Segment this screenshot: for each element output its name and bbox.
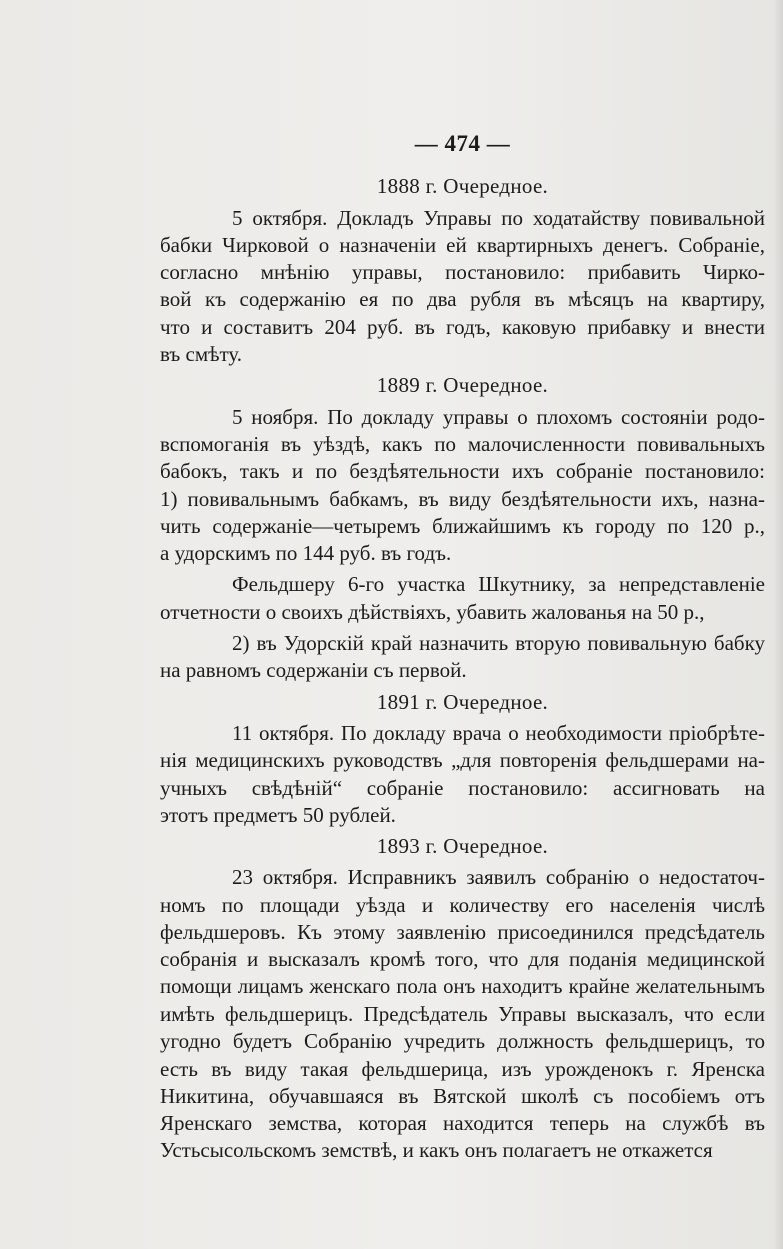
text-line: 5 ноября. По докладу управы о плохомъ состояніи родо- bbox=[232, 404, 765, 429]
text-line: этотъ предметъ 50 рублей. bbox=[160, 802, 396, 827]
text-line: есть въ виду такая фельдшерица, изъ урожденокъ г. Яренска bbox=[160, 1056, 765, 1081]
text-line: 2) въ Удорскій край назначить вторую повивальную бабку bbox=[232, 631, 765, 656]
text-line: въ смѣту. bbox=[160, 342, 243, 367]
section-heading: 1891 г. Очередное. bbox=[376, 689, 549, 714]
text-line: Фельдшеру 6-го участка Шкутнику, за непредставленіе bbox=[232, 572, 765, 597]
text-line: согласно мнѣнію управы, постановило: прибавить Чирко- bbox=[160, 260, 765, 285]
scan-edge-shadow bbox=[773, 0, 783, 1249]
page-content bbox=[160, 130, 765, 1169]
section-heading: 1893 г. Очередное. bbox=[376, 834, 549, 859]
sections-container bbox=[160, 173, 765, 1164]
text-line: Устьсысольскомъ земствѣ, и какъ онъ полагаетъ не откажется bbox=[160, 1138, 713, 1163]
text-line: фельдшеровъ. Къ этому заявленію присоединился предсѣдатель bbox=[160, 920, 765, 945]
text-line: собранія и высказалъ кромѣ того, что для поданія медицинской bbox=[160, 947, 765, 972]
text-line: 5 октября. Докладъ Управы по ходатайству повивальной bbox=[232, 205, 765, 230]
text-line: 11 октября. По докладу врача о необходимости пріобрѣте- bbox=[232, 720, 765, 745]
paragraph bbox=[160, 630, 765, 685]
text-line: что и составитъ 204 руб. въ годъ, каковую прибавку и внести bbox=[160, 314, 765, 339]
text-line: а удорскимъ по 144 руб. въ годъ. bbox=[160, 541, 452, 566]
text-line: чить содержаніе—четыремъ ближайшимъ къ городу по 120 р., bbox=[160, 513, 765, 538]
paragraph bbox=[160, 205, 765, 369]
text-line: 1) повивальнымъ бабкамъ, въ виду бездѣятельности ихъ, назна- bbox=[160, 486, 765, 511]
text-line: вспомоганія въ уѣздѣ, какъ по малочисленности повивальныхъ bbox=[160, 431, 765, 456]
paragraph bbox=[160, 864, 765, 1164]
text-line: на равномъ содержаніи съ первой. bbox=[160, 658, 467, 683]
text-line: бабки Чирковой о назначеніи ей квартирныхъ денегъ. Собраніе, bbox=[160, 232, 765, 257]
text-line: Яренскаго земства, которая находится теперь на службѣ въ bbox=[160, 1111, 765, 1136]
text-line: вой къ содержанію ея по два рубля въ мѣсяцъ на квартиру, bbox=[160, 287, 765, 312]
text-line: бабокъ, такъ и по бездѣятельности ихъ собраніе постановило: bbox=[160, 459, 765, 484]
section-heading: 1889 г. Очередное. bbox=[376, 373, 549, 398]
paragraph bbox=[160, 720, 765, 829]
text-line: имѣть фельдшерицъ. Предсѣдатель Управы высказалъ, что если bbox=[160, 1001, 765, 1026]
text-line: номъ по площади уѣзда и количеству его населенія числѣ bbox=[160, 892, 765, 917]
page-number: — 474 — bbox=[414, 131, 511, 156]
text-line: Никитина, обучавшаяся въ Вятской школѣ съ пособіемъ отъ bbox=[160, 1083, 765, 1108]
text-line: отчетности о своихъ дѣйствіяхъ, убавить жалованья на 50 р., bbox=[160, 599, 705, 624]
text-line: угодно будетъ Собранію учредить должность фельдшерицъ, то bbox=[160, 1029, 765, 1054]
text-line: 23 октября. Исправникъ заявилъ собранію о недостаточ- bbox=[232, 865, 765, 890]
paragraph bbox=[160, 404, 765, 568]
text-line: помощи лицамъ женскаго пола онъ находитъ крайне желательнымъ bbox=[160, 975, 765, 998]
paragraph bbox=[160, 571, 765, 626]
text-line: учныхъ свѣдѣній“ собраніе постановило: ассигновать на bbox=[160, 775, 765, 800]
text-line: нія медицинскихъ руководствъ „для повторенія фельдшерами на- bbox=[160, 748, 765, 773]
section-heading: 1888 г. Очередное. bbox=[376, 174, 549, 199]
